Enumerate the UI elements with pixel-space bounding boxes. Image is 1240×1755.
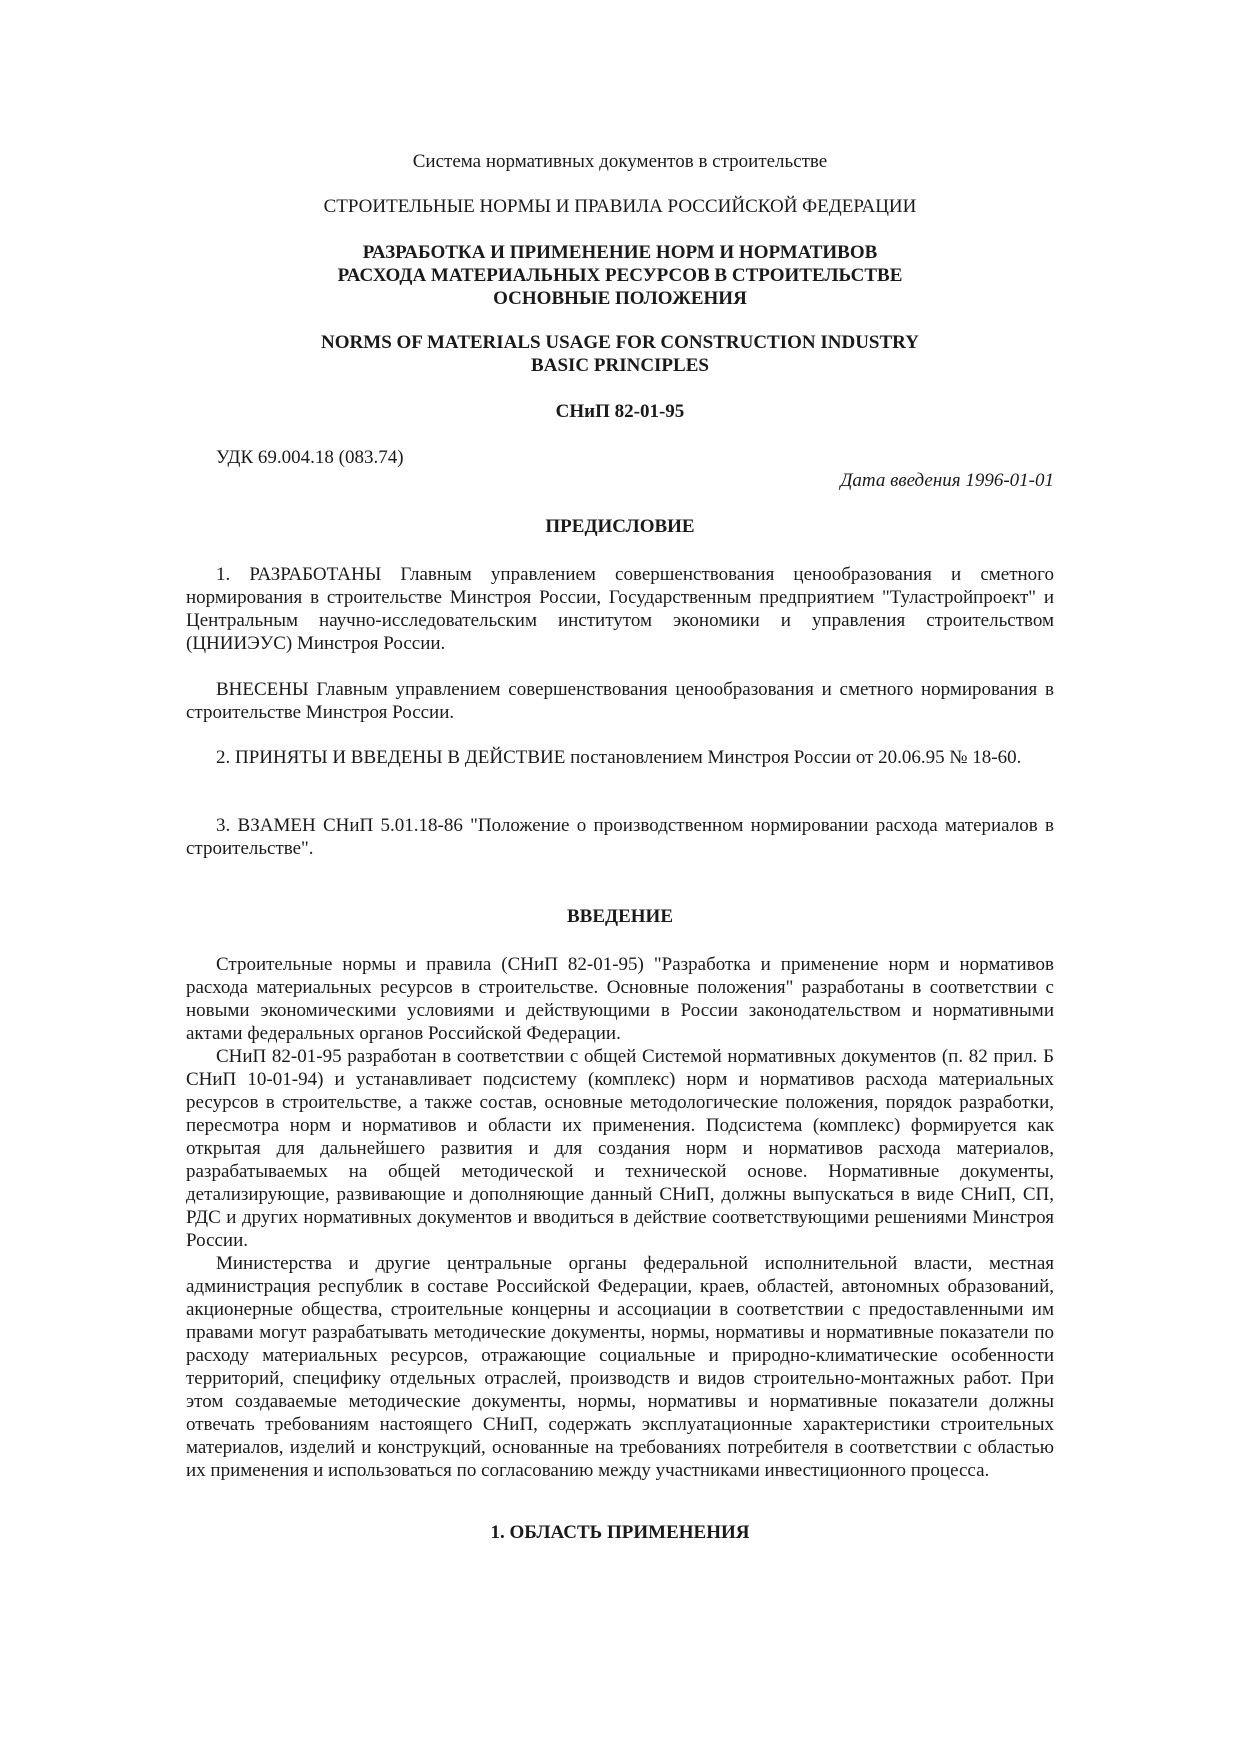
- introduction-paragraph: СНиП 82-01-95 разработан в соответствии с общей Системой нормативных документов (п. 82 прил. Б СНиП 10-01-94) и устанавливает подсистему (комплекс) норм и нормативов расхода материальных ресурсов в строительстве, а также состав, основные методологические положения, порядок разработки, пересмотра норм и нормативов и области их применения. Подсистема (комплекс) формируется как открытая для дальнейшего развития и для создания норм и нормативов расхода материалов, разрабатываемых на общей методической и технической основе. Нормативные документы, детализирующие, развивающие и дополняющие данный СНиП, должны выпускаться в виде СНиП, СП, РДС и других нормативных документов и вводиться в действие соответствующими решениями Минстроя России.: [186, 1046, 1054, 1251]
- title-ru-line: ОСНОВНЫЕ ПОЛОЖЕНИЯ: [493, 288, 747, 309]
- introduction-paragraph: Министерства и другие центральные органы федеральной исполнительной власти, местная администрация республик в составе Российской Федерации, краев, областей, автономных образований, акционерные общества, строительные концерны и ассоциации в соответствии с предоставленными им правами могут разрабатывать методические документы, нормы, нормативы и нормативные показатели по расходу материальных ресурсов, отражающие социальные и природно-климатические особенности территорий, специфику отдельных отраслей, производств и видов строительно-монтажных работ. При этом создаваемые методические документы, нормы, нормативы и нормативные показатели должны отвечать требованиям настоящего СНиП, содержать эксплуатационные характеристики строительных материалов, изделий и конструкций, основанные на требованиях потребителя в соответствии с областью их применения и использоваться по согласованию между участниками инвестиционного процесса.: [186, 1253, 1054, 1481]
- foreword-paragraph: 2. ПРИНЯТЫ И ВВЕДЕНЫ В ДЕЙСТВИЕ постановлением Минстроя России от 20.06.95 № 18-60.: [216, 747, 1022, 768]
- foreword-paragraph: ВНЕСЕНЫ Главным управлением совершенствования ценообразования и сметного нормирования в строительстве Минстроя России.: [186, 679, 1054, 723]
- title-en-line: NORMS OF MATERIALS USAGE FOR CONSTRUCTION INDUSTRY: [321, 332, 919, 353]
- effective-date: Дата введения 1996-01-01: [840, 470, 1054, 491]
- document-title-en: [186, 331, 1054, 377]
- introduction-heading: ВВЕДЕНИЕ: [567, 906, 673, 927]
- norms-caption: СТРОИТЕЛЬНЫЕ НОРМЫ И ПРАВИЛА РОССИЙСКОЙ ФЕДЕРАЦИИ: [323, 196, 917, 217]
- foreword-paragraph: 3. ВЗАМЕН СНиП 5.01.18-86 "Положение о производственном нормировании расхода материалов в строительстве".: [186, 815, 1054, 859]
- foreword-paragraph: 1. РАЗРАБОТАНЫ Главным управлением совершенствования ценообразования и сметного нормирования в строительстве Минстроя России, Государственным предприятием "Туластройпроект" и Центральным научно-исследовательским институтом экономики и управления строительством (ЦНИИЭУС) Минстроя России.: [186, 564, 1054, 654]
- title-en-line: BASIC PRINCIPLES: [531, 355, 709, 376]
- introduction-paragraph: Строительные нормы и правила (СНиП 82-01-95) "Разработка и применение норм и нормативов расхода материальных ресурсов в строительстве. Основные положения" разработаны в соответствии с новыми экономическими условиями и действующими в России законодательством и нормативными актами федеральных органов Российской Федерации.: [186, 954, 1054, 1044]
- foreword-heading: ПРЕДИСЛОВИЕ: [545, 516, 695, 537]
- document-title-ru: [186, 241, 1054, 310]
- document-code: СНиП 82-01-95: [555, 401, 685, 422]
- title-ru-line: РАЗРАБОТКА И ПРИМЕНЕНИЕ НОРМ И НОРМАТИВОВ: [362, 242, 878, 263]
- udk-code: УДК 69.004.18 (083.74): [216, 447, 404, 468]
- title-ru-line: РАСХОДА МАТЕРИАЛЬНЫХ РЕСУРСОВ В СТРОИТЕЛЬСТВЕ: [337, 265, 903, 286]
- scope-heading: 1. ОБЛАСТЬ ПРИМЕНЕНИЯ: [490, 1522, 750, 1543]
- system-caption: Система нормативных документов в строительстве: [412, 151, 828, 172]
- introduction-body: [186, 953, 1054, 1482]
